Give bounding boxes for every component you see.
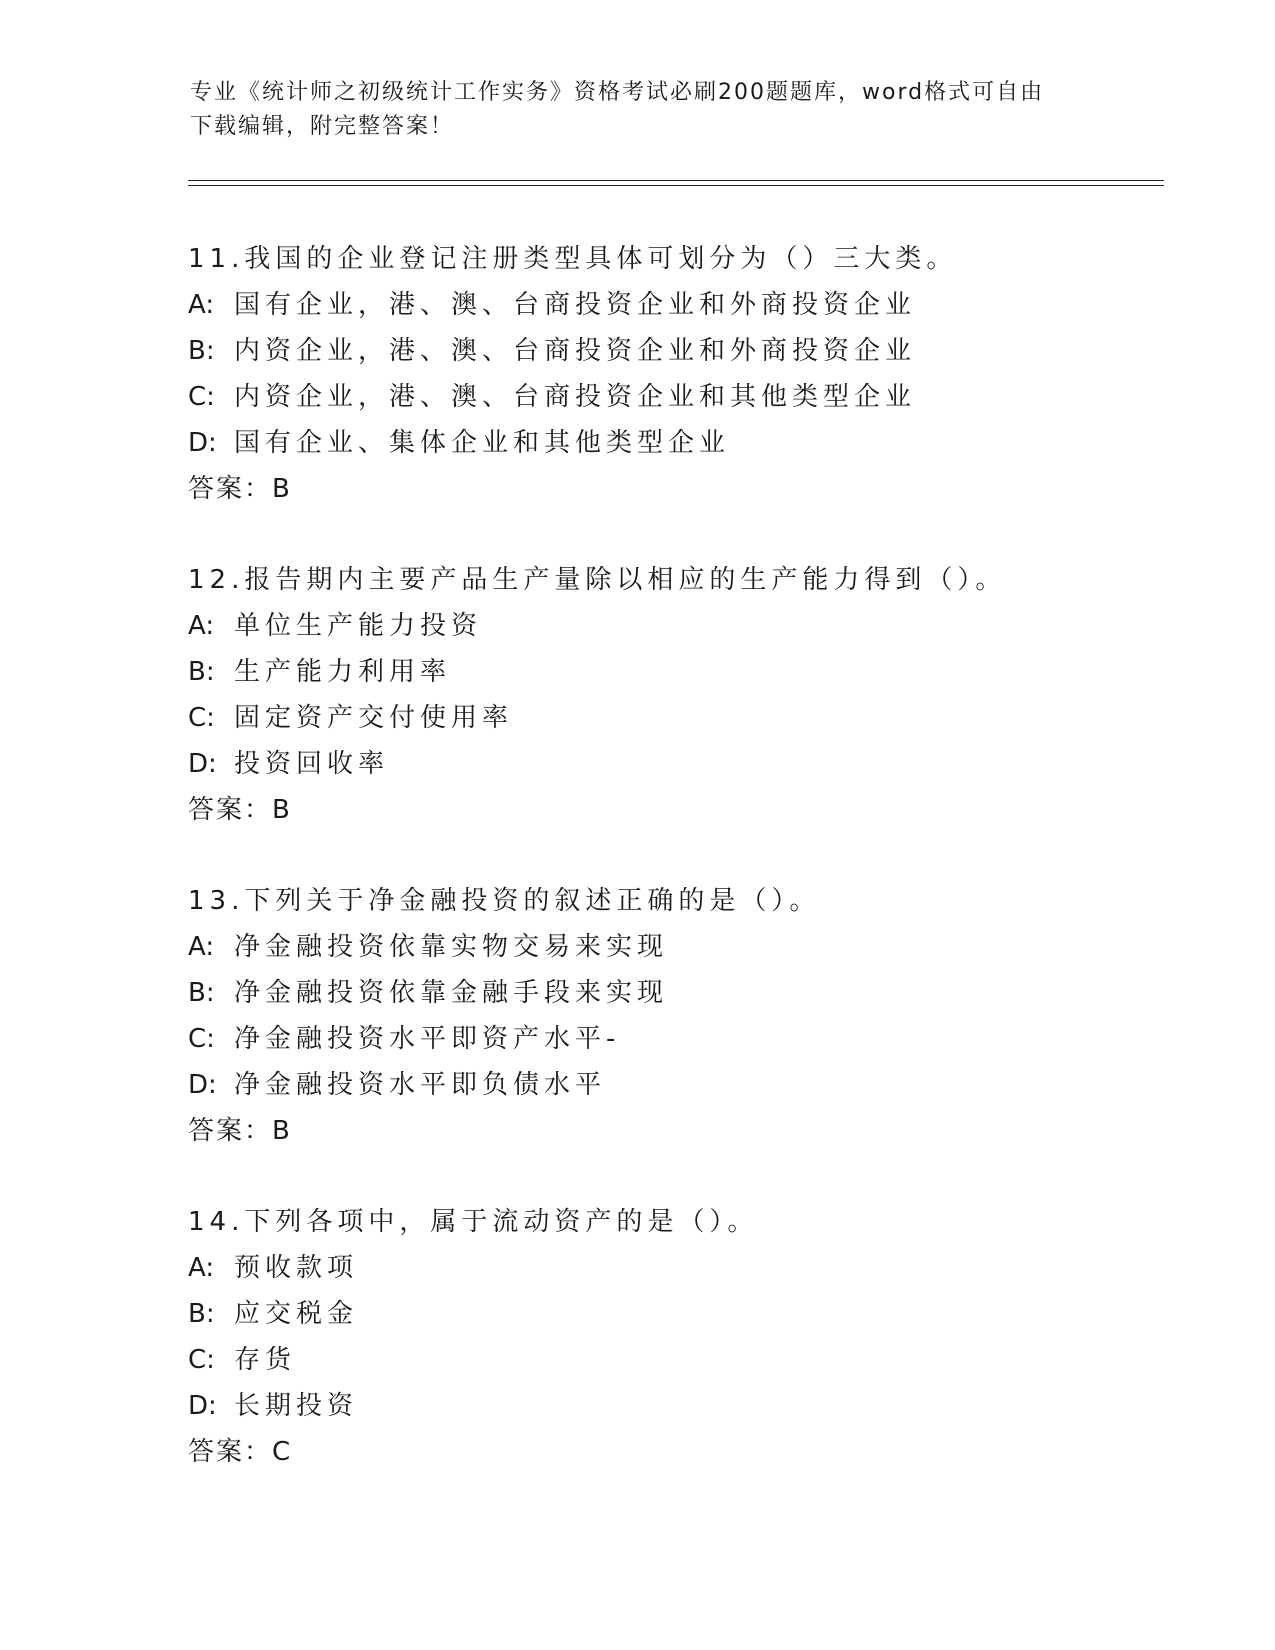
header-line-1: 专业《统计师之初级统计工作实务》资格考试必刷200题题库，word格式可自由	[190, 80, 1045, 105]
option-d	[188, 420, 1168, 466]
option-a	[188, 1245, 1168, 1291]
option-d	[188, 741, 1168, 787]
question-stem: 12.报告期内主要产品生产量除以相应的生产能力得到（）。	[188, 565, 1007, 595]
option-letter: D:	[188, 749, 217, 779]
option-letter: A:	[188, 1253, 215, 1283]
question-13	[188, 878, 1168, 1154]
option-letter: B:	[188, 1299, 215, 1329]
option-b	[188, 649, 1168, 695]
option-c	[188, 1016, 1168, 1062]
header-divider-bottom	[188, 185, 1164, 186]
option-letter: A:	[188, 932, 215, 962]
option-letter: A:	[188, 611, 215, 641]
option-c	[188, 374, 1168, 420]
option-text: 净金融投资依靠金融手段来实现	[234, 978, 669, 1008]
answer-line: 答案：B	[188, 795, 292, 825]
option-letter: B:	[188, 978, 215, 1008]
option-letter: C:	[188, 703, 215, 733]
option-b	[188, 970, 1168, 1016]
option-text: 内资企业，港、澳、台商投资企业和其他类型企业	[234, 382, 917, 412]
option-letter: C:	[188, 1345, 215, 1375]
document-header	[190, 76, 1090, 144]
option-b	[188, 1291, 1168, 1337]
option-letter: B:	[188, 657, 215, 687]
option-a	[188, 924, 1168, 970]
option-text: 固定资产交付使用率	[234, 703, 514, 733]
option-letter: B:	[188, 336, 215, 366]
answer-line: 答案：B	[188, 1116, 292, 1146]
option-letter: C:	[188, 1024, 215, 1054]
option-letter: D:	[188, 1391, 217, 1421]
option-letter: D:	[188, 428, 217, 458]
option-d	[188, 1383, 1168, 1429]
option-text: 净金融投资水平即资产水平-	[234, 1024, 621, 1054]
question-11	[188, 236, 1168, 512]
answer-line: 答案：B	[188, 474, 292, 504]
option-text: 生产能力利用率	[234, 657, 452, 687]
option-text: 净金融投资水平即负债水平	[234, 1070, 607, 1100]
option-text: 投资回收率	[234, 749, 390, 779]
option-text: 存货	[234, 1345, 297, 1375]
option-a	[188, 282, 1168, 328]
option-letter: D:	[188, 1070, 217, 1100]
option-letter: C:	[188, 382, 215, 412]
option-text: 长期投资	[234, 1391, 359, 1421]
option-text: 预收款项	[234, 1253, 359, 1283]
question-stem: 11.我国的企业登记注册类型具体可划分为（）三大类。	[188, 244, 958, 274]
option-text: 国有企业、集体企业和其他类型企业	[234, 428, 731, 458]
option-b	[188, 328, 1168, 374]
question-14	[188, 1199, 1168, 1475]
header-line-2: 下载编辑，附完整答案！	[190, 114, 455, 139]
option-a	[188, 603, 1168, 649]
question-stem: 13.下列关于净金融投资的叙述正确的是（）。	[188, 886, 821, 916]
option-c	[188, 1337, 1168, 1383]
option-text: 国有企业，港、澳、台商投资企业和外商投资企业	[234, 290, 917, 320]
question-stem: 14.下列各项中，属于流动资产的是（）。	[188, 1207, 759, 1237]
option-letter: A:	[188, 290, 215, 320]
header-divider-top	[188, 180, 1164, 181]
option-text: 单位生产能力投资	[234, 611, 483, 641]
option-text: 应交税金	[234, 1299, 359, 1329]
option-text: 内资企业，港、澳、台商投资企业和外商投资企业	[234, 336, 917, 366]
option-c	[188, 695, 1168, 741]
option-d	[188, 1062, 1168, 1108]
option-text: 净金融投资依靠实物交易来实现	[234, 932, 669, 962]
question-12	[188, 557, 1168, 833]
answer-line: 答案：C	[188, 1437, 293, 1467]
